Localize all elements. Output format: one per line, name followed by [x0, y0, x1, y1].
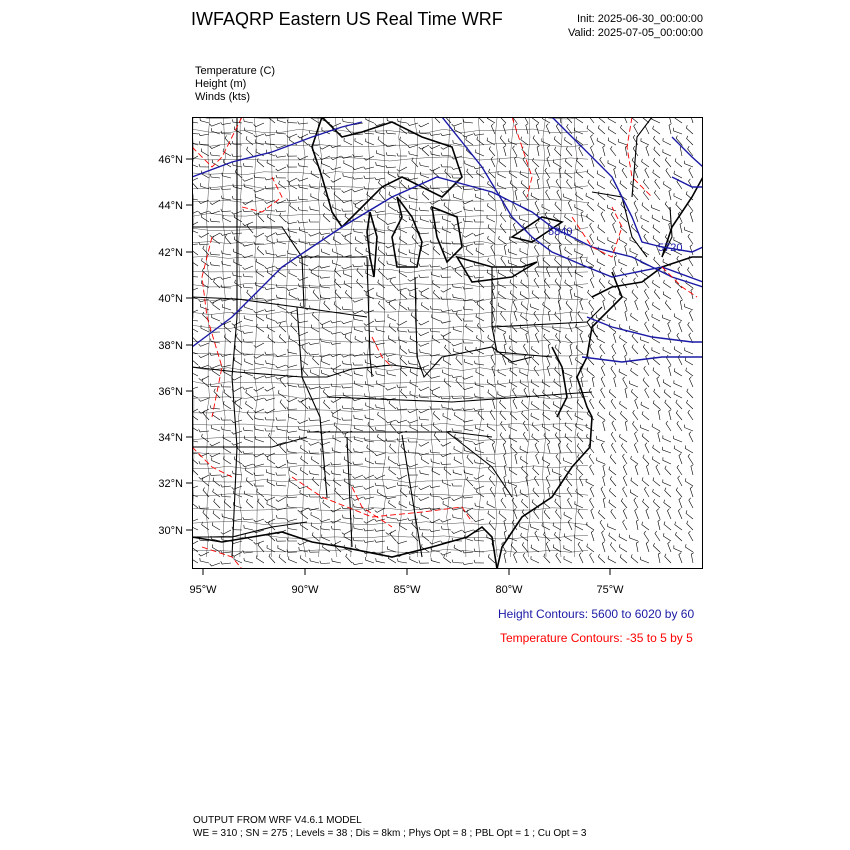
map-axes	[140, 110, 740, 610]
model-info: OUTPUT FROM WRF V4.6.1 MODEL	[193, 815, 362, 826]
variable-winds: Winds (kts)	[195, 91, 250, 103]
variable-height: Height (m)	[195, 78, 247, 90]
lat-label: 44°N	[158, 200, 183, 212]
lat-label: 30°N	[158, 525, 183, 537]
model-config: WE = 310 ; SN = 275 ; Levels = 38 ; Dis = 8km ; Phys Opt = 8 ; PBL Opt = 1 ; Cu Opt = 3	[193, 828, 587, 839]
lon-label: 75°W	[596, 584, 624, 596]
lat-label: 40°N	[158, 293, 183, 305]
lon-label: 80°W	[495, 584, 523, 596]
lon-label: 90°W	[291, 584, 319, 596]
lat-label: 46°N	[158, 154, 183, 166]
lat-label: 38°N	[158, 340, 183, 352]
lat-label: 42°N	[158, 247, 183, 259]
valid-time: Valid: 2025-07-05_00:00:00	[568, 27, 703, 39]
map-title: IWFAQRP Eastern US Real Time WRF	[191, 9, 503, 29]
lat-label: 32°N	[158, 478, 183, 490]
init-time: Init: 2025-06-30_00:00:00	[577, 13, 703, 25]
lat-label: 36°N	[158, 386, 183, 398]
lon-label: 95°W	[189, 584, 217, 596]
lon-ticks	[203, 569, 610, 575]
variable-temperature: Temperature (C)	[195, 65, 276, 77]
lat-ticks	[186, 159, 192, 530]
height-contours-legend: Height Contours: 5600 to 6020 by 60	[498, 607, 695, 621]
height-contour-label: 5840	[548, 226, 573, 238]
height-contour-label: 5720	[658, 242, 683, 254]
lat-label: 34°N	[158, 432, 183, 444]
temperature-contours-legend: Temperature Contours: -35 to 5 by 5	[500, 631, 693, 645]
lon-label: 85°W	[393, 584, 421, 596]
